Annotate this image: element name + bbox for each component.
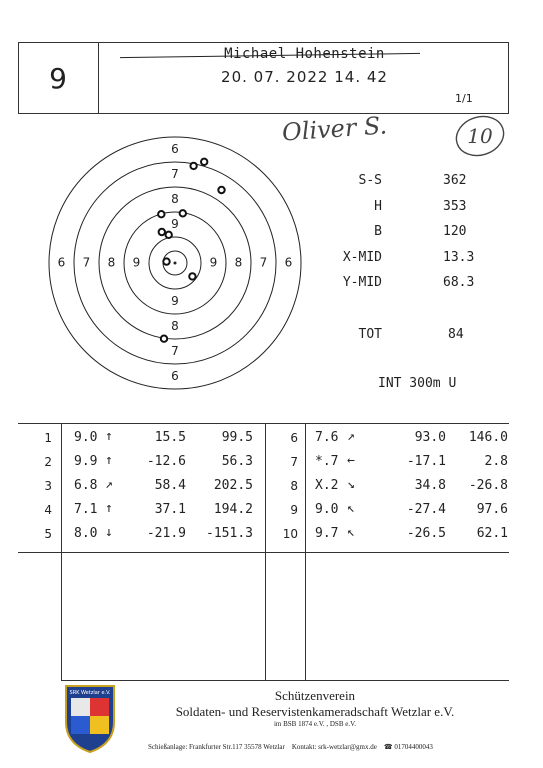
shot-direction-arrow: ↑	[105, 501, 113, 516]
shot-y: 2.8	[484, 454, 508, 469]
table-bottom-border	[61, 680, 509, 681]
shot-y: 97.6	[476, 502, 508, 517]
total-label: TOT	[358, 327, 382, 342]
ring-label: 8	[234, 255, 243, 270]
stat-value: 13.3	[443, 249, 475, 265]
stat-value: 68.3	[443, 275, 475, 290]
shot-x: -27.4	[406, 502, 446, 517]
shot-x: 34.8	[414, 478, 446, 493]
ring-label: 8	[171, 319, 179, 333]
shot-direction-arrow: ←	[347, 453, 355, 468]
shot-x: 15.5	[154, 430, 186, 445]
stat-label: B	[374, 224, 382, 239]
shot-index: 6	[290, 431, 298, 445]
shot-y: 99.5	[221, 430, 253, 445]
page-indicator: 1/1	[455, 92, 473, 105]
total-value: 84	[448, 327, 464, 342]
shot-index: 2	[44, 455, 52, 469]
stat-label: S-S	[358, 173, 382, 188]
phone-number: ☎ 01704400043	[383, 743, 433, 751]
ring-label: 6	[171, 369, 179, 383]
shot-score: 9.0	[315, 502, 339, 517]
shot-marker	[190, 163, 196, 169]
ring-label: 9	[209, 255, 218, 270]
club-name: Schützenverein	[274, 688, 356, 703]
shot-score: X.2	[315, 478, 339, 493]
shot-marker	[159, 229, 165, 235]
shot-direction-arrow: ↑	[105, 453, 113, 468]
shot-score: *.7	[315, 454, 339, 469]
shot-markers	[158, 159, 225, 342]
shot-x: -17.1	[406, 454, 446, 469]
ring-label: 8	[107, 255, 116, 270]
stat-label: X-MID	[342, 249, 382, 265]
shot-score: 6.8	[74, 478, 98, 493]
shot-score: 9.0	[74, 430, 98, 445]
handwritten-circled-number: 10	[467, 124, 493, 148]
shot-score: 8.0	[74, 526, 98, 541]
shot-index: 9	[290, 503, 298, 517]
handwritten-circle	[452, 112, 508, 158]
shot-score: 7.6	[315, 430, 339, 445]
shot-y: 62.1	[476, 526, 508, 541]
table-col-divider	[61, 423, 62, 681]
shot-marker	[180, 210, 186, 216]
shot-direction-arrow: ↗	[347, 429, 355, 444]
ring-label: 6	[284, 255, 293, 270]
shot-score: 9.7	[315, 526, 339, 541]
ring-label: 7	[82, 255, 91, 270]
shot-x: -21.9	[146, 526, 186, 541]
ring-label: 9	[132, 255, 141, 270]
shot-index: 3	[44, 479, 52, 493]
shot-marker	[163, 258, 169, 264]
logo-text: SRK Wetzlar e.V.	[69, 690, 111, 696]
shot-direction-arrow: ↑	[105, 429, 113, 444]
shot-marker	[158, 211, 164, 217]
table-col-divider	[265, 423, 266, 681]
stat-value: 362	[443, 173, 467, 188]
shot-marker	[218, 187, 224, 193]
target-center-dot	[174, 262, 177, 265]
shot-direction-arrow: ↘	[347, 477, 355, 492]
stat-value: 353	[443, 198, 467, 214]
ring-label: 7	[171, 167, 179, 181]
table-col-divider	[305, 423, 306, 681]
ring-label: 9	[171, 217, 179, 231]
shot-y: -26.8	[468, 478, 508, 493]
shot-score: 7.1	[74, 502, 98, 517]
shot-direction-arrow: ↓	[105, 525, 113, 540]
shot-index: 7	[290, 455, 298, 469]
shot-y: 194.2	[213, 502, 253, 517]
date-time: 20. 07. 2022 14. 42	[221, 68, 388, 86]
ring-label: 7	[171, 344, 179, 358]
discipline: INT 300m U	[378, 376, 457, 391]
shooter-name: Michael Hohenstein	[224, 46, 385, 62]
table-top-border	[18, 423, 509, 424]
target-diagram	[40, 130, 310, 400]
shot-y: -151.3	[206, 526, 253, 541]
shot-index: 4	[44, 503, 52, 517]
shot-marker	[166, 232, 172, 238]
stat-label: H	[374, 198, 382, 214]
membership: im BSB 1874 e.V. , DSB e.V.	[273, 720, 356, 728]
shot-marker	[201, 159, 207, 165]
shot-x: 93.0	[414, 430, 446, 445]
ring-label: 8	[171, 192, 179, 206]
shot-direction-arrow: ↗	[105, 477, 113, 492]
footer-contact-line	[148, 743, 433, 751]
ring-label: 6	[171, 142, 179, 156]
shot-x: 37.1	[154, 502, 186, 517]
shot-direction-arrow: ↖	[347, 525, 355, 540]
shot-y: 56.3	[221, 454, 253, 469]
shot-x: 58.4	[154, 478, 186, 493]
ring-label: 7	[259, 255, 268, 270]
ring-label: 9	[171, 294, 179, 308]
shot-y: 202.5	[213, 478, 253, 493]
shot-x: -12.6	[146, 454, 186, 469]
shot-score: 9.9	[74, 454, 98, 469]
shot-index: 10	[282, 527, 298, 541]
shot-direction-arrow: ↖	[347, 501, 355, 516]
table-row-divider	[18, 552, 509, 553]
shot-marker	[189, 273, 195, 279]
club-full-name: Soldaten- und Reservistenkameradschaft Wetzlar e.V.	[175, 704, 455, 719]
shot-index: 8	[290, 479, 298, 493]
handwritten-name: Oliver S.	[281, 111, 388, 147]
shot-marker	[161, 336, 167, 342]
range-address: Schießanlage: Frankfurter Str.117 35578 Wetzlar	[148, 743, 285, 751]
stat-value: 120	[443, 224, 467, 239]
stat-label: Y-MID	[342, 275, 382, 290]
contact-email: Kontakt: srk-wetzlar@gmx.de	[291, 743, 377, 751]
shot-x: -26.5	[406, 526, 446, 541]
sheet-number: 9	[18, 42, 99, 114]
club-logo	[62, 682, 118, 754]
shot-y: 146.0	[468, 430, 508, 445]
shot-index: 1	[44, 431, 52, 445]
ring-label: 6	[57, 255, 66, 270]
shot-index: 5	[44, 527, 52, 541]
